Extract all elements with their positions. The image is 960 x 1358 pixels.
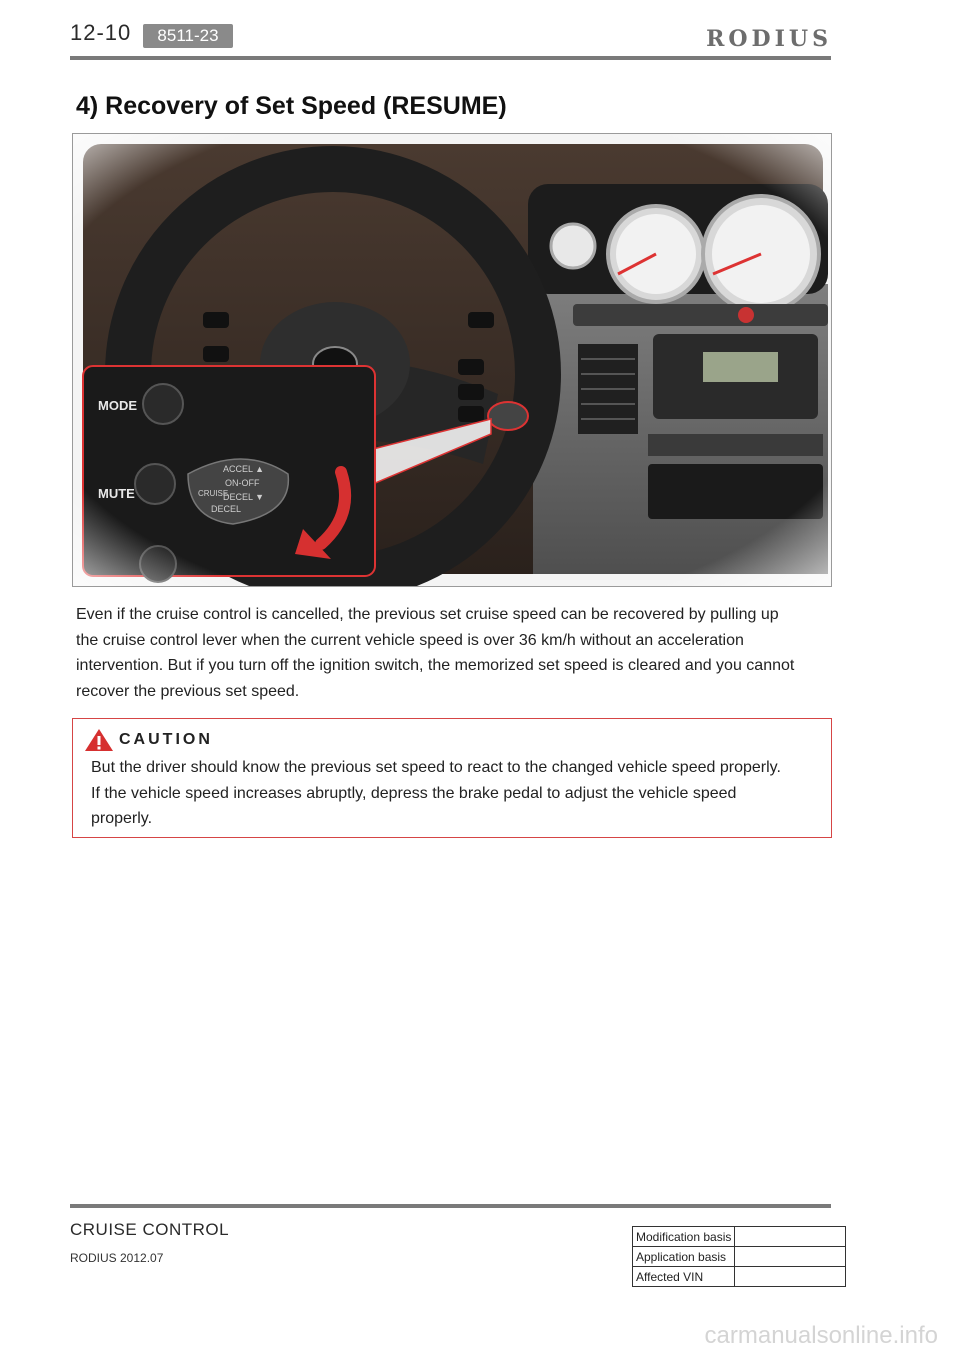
table-row bbox=[633, 1227, 846, 1247]
revision-table bbox=[632, 1226, 846, 1287]
revision-label: Affected VIN bbox=[633, 1267, 735, 1287]
footer-model-date: RODIUS 2012.07 bbox=[70, 1251, 164, 1265]
section-code-badge: 8511-23 bbox=[143, 24, 233, 48]
body-paragraph: Even if the cruise control is cancelled, the previous set cruise speed can be recovered by pulling up the cruise control lever when the current vehicle speed is over 36 km/h without an acceleration intervention. But if you turn off the ignition switch, the memorized set speed is cleared and you cannot recover the previous set speed. bbox=[76, 606, 795, 700]
footer-section-name: CRUISE CONTROL bbox=[70, 1220, 230, 1239]
revision-value bbox=[735, 1227, 846, 1247]
cruise-lever-photo bbox=[72, 133, 832, 587]
caution-label: CAUTION bbox=[119, 731, 213, 748]
header-divider bbox=[70, 56, 831, 60]
footer-divider bbox=[70, 1204, 831, 1208]
table-row bbox=[633, 1267, 846, 1287]
warning-triangle-icon bbox=[84, 728, 114, 757]
revision-value bbox=[735, 1267, 846, 1287]
page-number: 12-10 bbox=[70, 20, 132, 45]
caution-text: But the driver should know the previous set speed to react to the changed vehicle speed properly. If the vehicle speed increases abruptly, depress the brake pedal to adjust the vehicle speed properly. bbox=[91, 759, 781, 827]
revision-label: Application basis bbox=[633, 1247, 735, 1267]
table-row bbox=[633, 1247, 846, 1267]
watermark: carmanualsonline.info bbox=[704, 1322, 938, 1349]
brand-logo: RODIUS bbox=[706, 26, 832, 52]
revision-value bbox=[735, 1247, 846, 1267]
revision-label: Modification basis bbox=[633, 1227, 735, 1247]
section-title: 4) Recovery of Set Speed (RESUME) bbox=[76, 92, 507, 120]
